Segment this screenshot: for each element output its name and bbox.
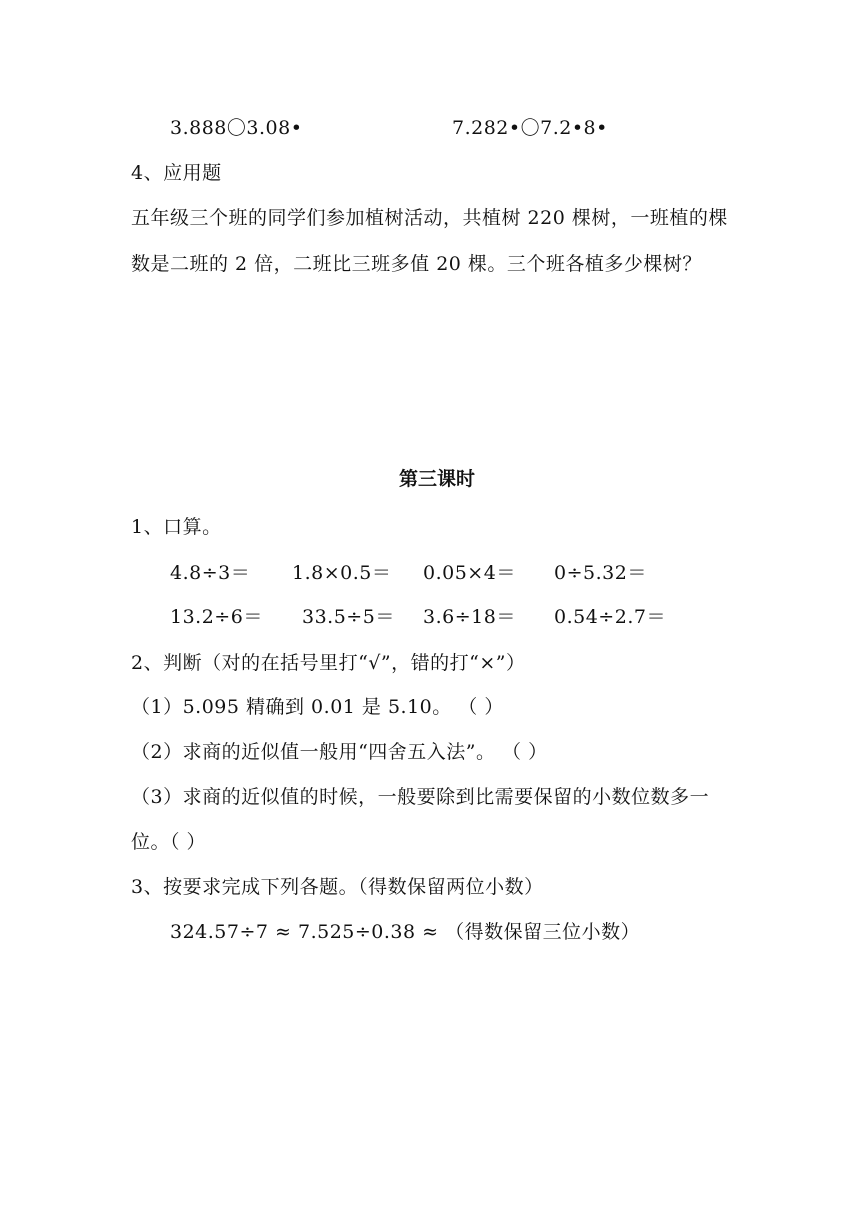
q3-line: 324.57÷7 ≈ 7.525÷0.38 ≈ （得数保留三位小数） bbox=[170, 921, 641, 943]
section4-heading: 4、应用题 bbox=[131, 162, 222, 184]
q1-row2-item1: 13.2÷6＝ bbox=[170, 606, 263, 628]
q1-row1-item1: 4.8÷3＝ bbox=[170, 562, 251, 584]
compare-right: 7.282•〇7.2•8• bbox=[452, 117, 608, 139]
q1-row1-item3: 0.05×4＝ bbox=[423, 562, 516, 584]
section4-problem-line1: 五年级三个班的同学们参加植树活动，共植树 220 棵树，一班植的棵 bbox=[131, 207, 728, 229]
lesson-title: 第三课时 bbox=[399, 468, 476, 490]
q1-row2-item4: 0.54÷2.7＝ bbox=[554, 606, 666, 628]
section4-problem-line2: 数是二班的 2 倍，二班比三班多值 20 棵。三个班各植多少棵树？ bbox=[131, 253, 702, 275]
q1-heading: 1、口算。 bbox=[131, 516, 222, 538]
q2-item3-line1: （3）求商的近似值的时候，一般要除到比需要保留的小数位数多一 bbox=[131, 786, 710, 808]
q2-item1: （1）5.095 精确到 0.01 是 5.10。 （ ） bbox=[131, 696, 504, 718]
q2-item2: （2）求商的近似值一般用“四舍五入法”。 （ ） bbox=[131, 741, 548, 763]
q1-row2-item3: 3.6÷18＝ bbox=[423, 606, 516, 628]
q1-row2-item2: 33.5÷5＝ bbox=[302, 606, 395, 628]
compare-left: 3.888〇3.08• bbox=[170, 117, 303, 139]
q2-item3-line2: 位。（ ） bbox=[131, 831, 207, 853]
q2-heading: 2、判断（对的在括号里打“√”，错的打“×”） bbox=[131, 652, 526, 674]
q1-row1-item4: 0÷5.32＝ bbox=[554, 562, 647, 584]
q1-row1-item2: 1.8×0.5＝ bbox=[292, 562, 392, 584]
q3-heading: 3、按要求完成下列各题。（得数保留两位小数） bbox=[131, 876, 544, 898]
